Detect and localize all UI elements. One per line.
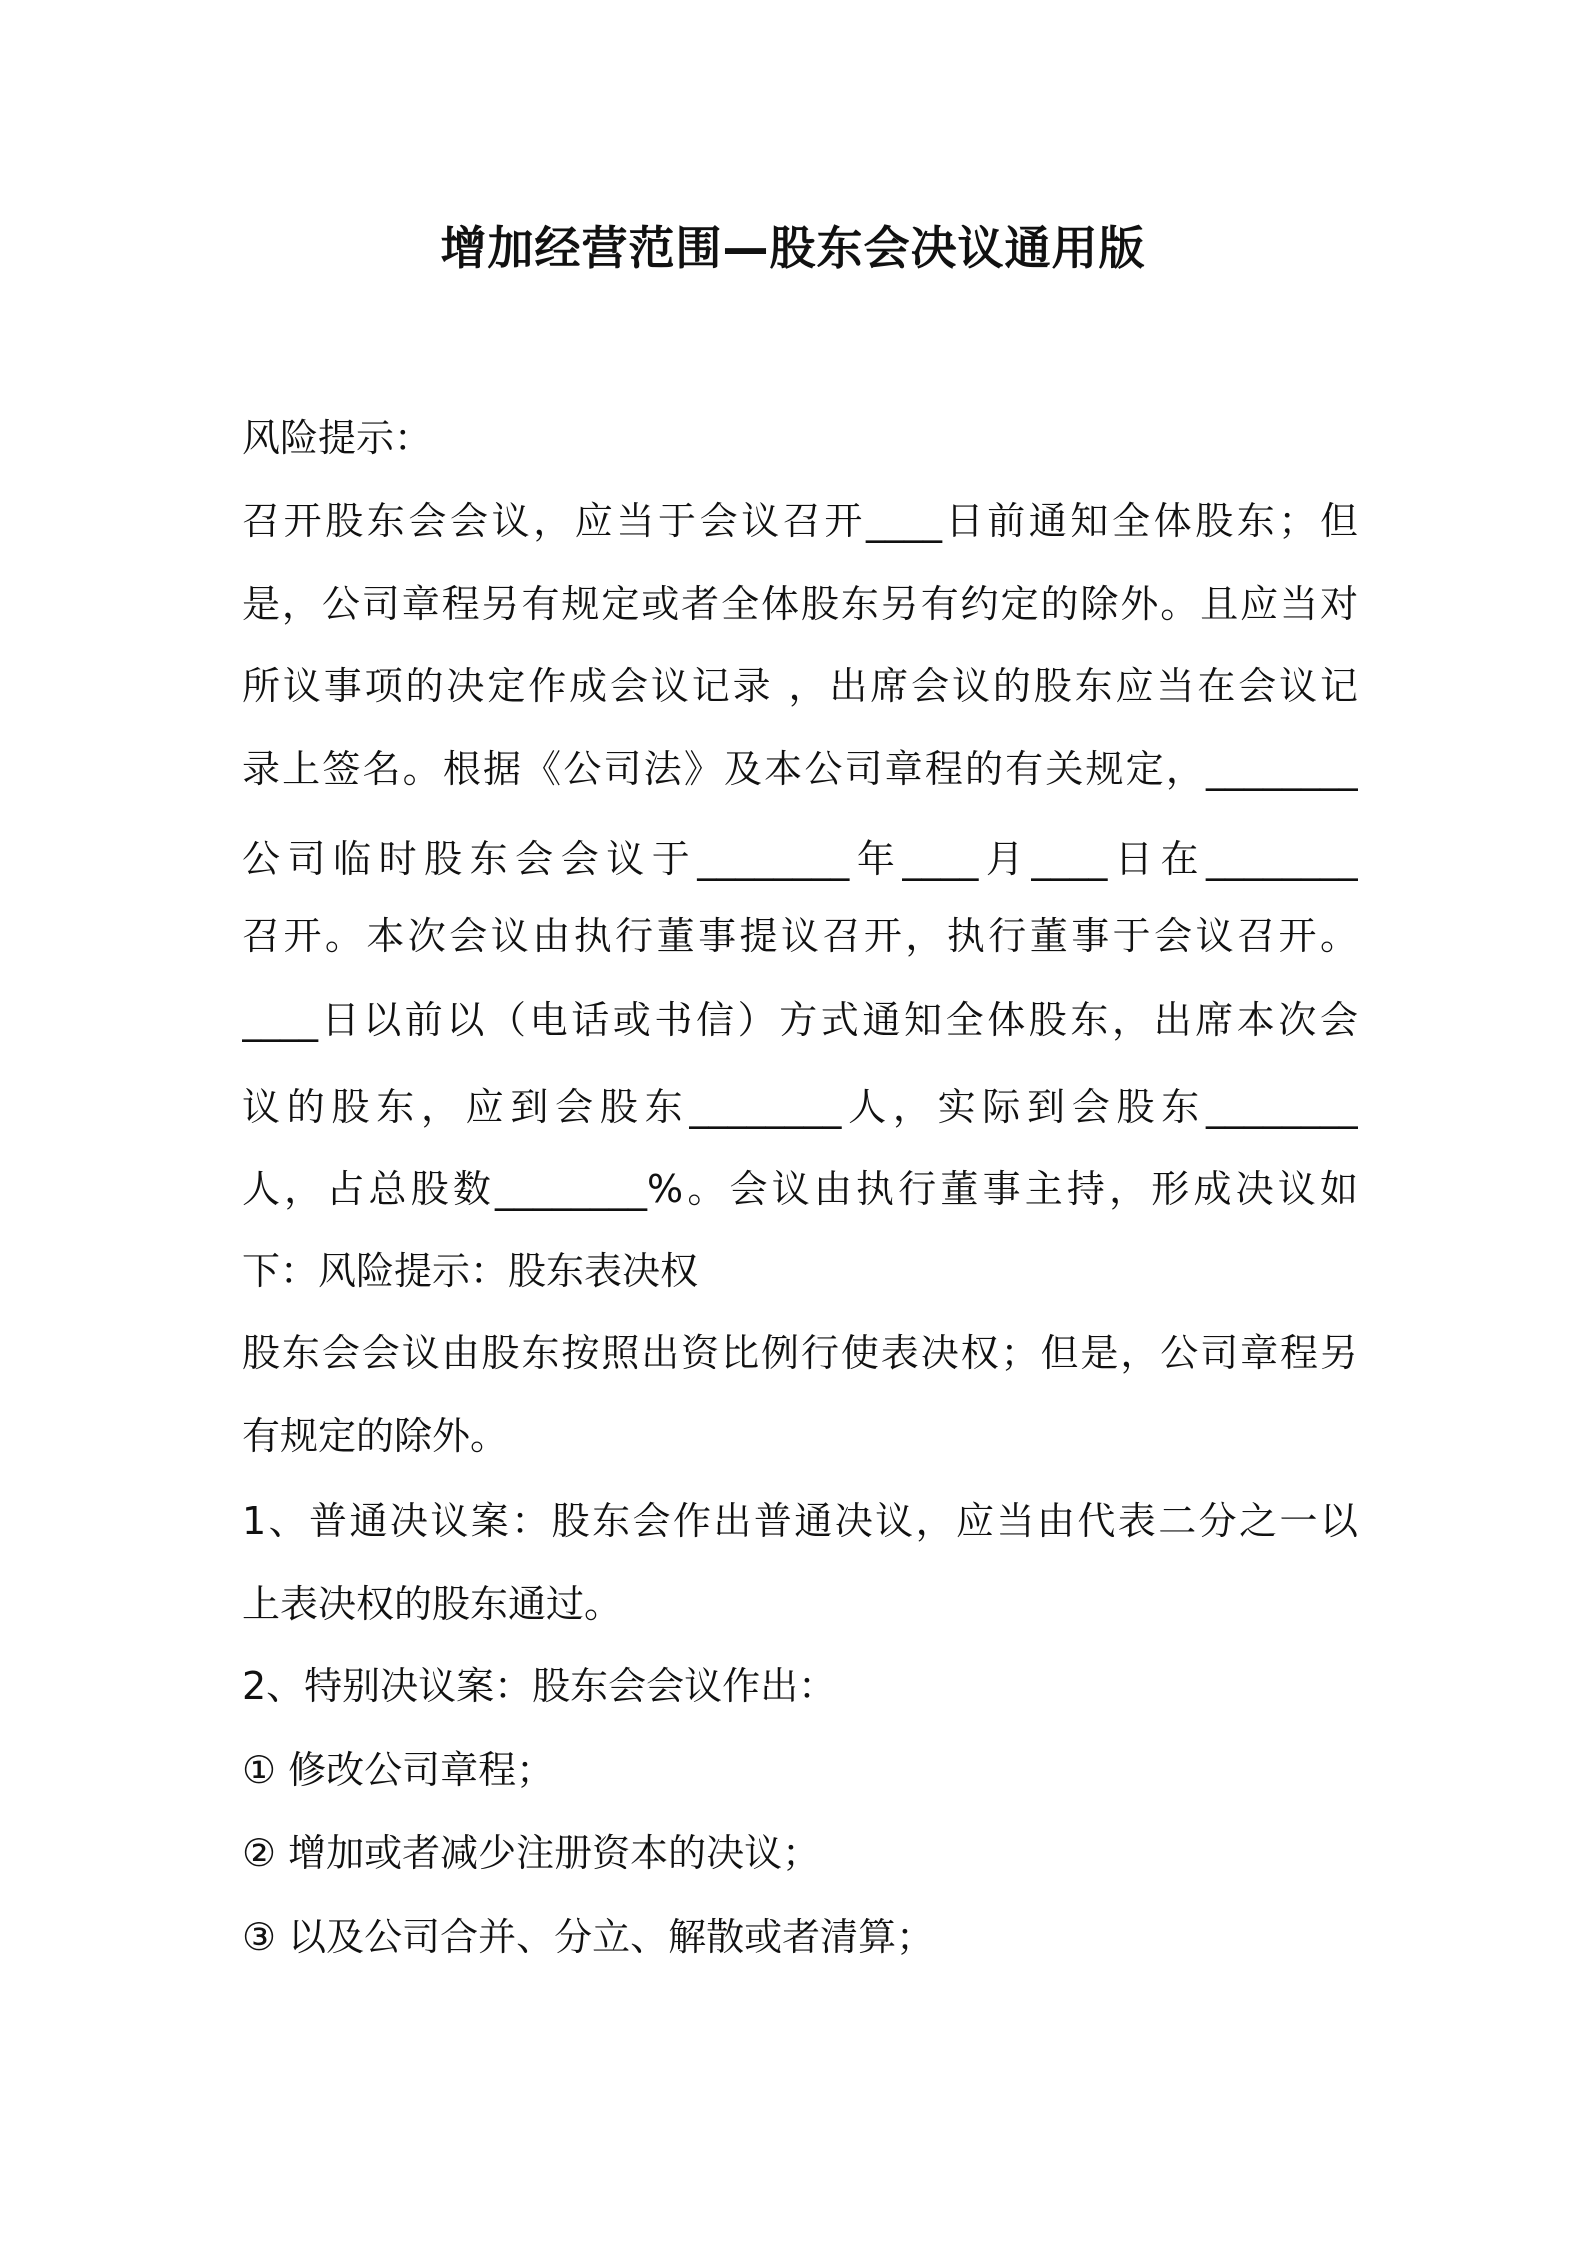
paragraph-line: 人，占总股数________%。会议由执行董事主持，形成决议如 [242,1167,1358,1211]
paragraph-line: 录上签名。根据《公司法》及本公司章程的有关规定，________ [242,747,1358,791]
list-item: 上表决权的股东通过。 [242,1582,623,1626]
paragraph-line: 股东会会议由股东按照出资比例行使表决权；但是，公司章程另 [242,1331,1358,1375]
list-item: 1、普通决议案：股东会作出普通决议，应当由代表二分之一以 [242,1499,1358,1543]
paragraph-line: 下：风险提示：股东表决权 [242,1249,699,1293]
paragraph-line: 有规定的除外。 [242,1414,509,1458]
paragraph-line: 议的股东，应到会股东________人，实际到会股东________ [242,1085,1358,1129]
paragraph-line: 召开股东会会议，应当于会议召开____日前通知全体股东；但 [242,499,1358,543]
paragraph-line: ____日以前以（电话或书信）方式通知全体股东，出席本次会 [242,998,1358,1042]
risk-tip-heading: 风险提示： [242,416,433,460]
paragraph-line: 所议事项的决定作成会议记录 ，出席会议的股东应当在会议记 [242,664,1358,708]
paragraph-line: 是，公司章程另有规定或者全体股东另有约定的除外。且应当对 [242,582,1358,626]
document-title: 增加经营范围—股东会决议通用版 [440,221,1146,275]
paragraph-line: 公司临时股东会会议于________年____月____日在________ [242,837,1358,881]
paragraph-line: 召开。本次会议由执行董事提议召开，执行董事于会议召开。 [242,914,1358,958]
list-item: ③ 以及公司合并、分立、解散或者清算； [242,1915,935,1959]
list-item: ① 修改公司章程； [242,1748,555,1792]
list-item: 2、特别决议案：股东会会议作出： [242,1664,837,1708]
list-item: ② 增加或者减少注册资本的决议； [242,1831,821,1875]
